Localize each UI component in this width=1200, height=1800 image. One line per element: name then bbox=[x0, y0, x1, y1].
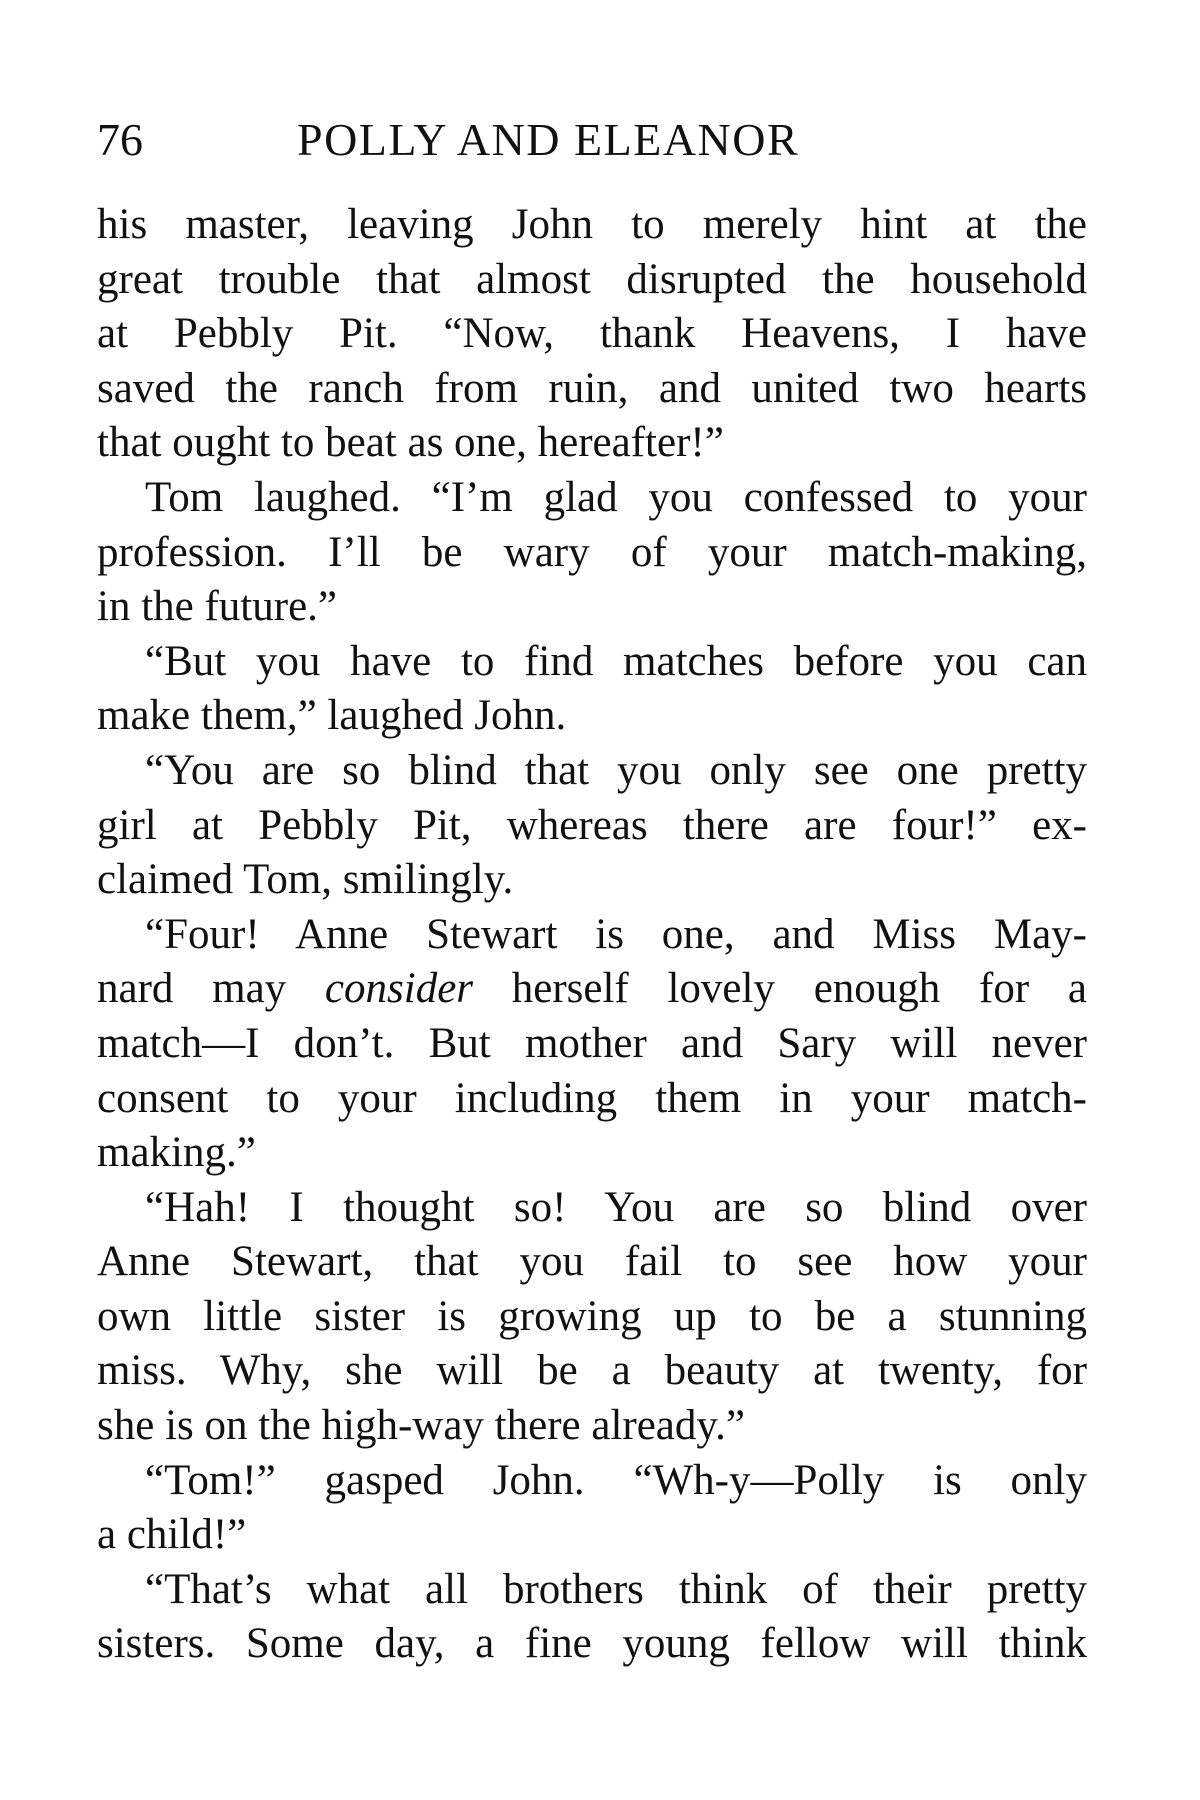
text-line: match—I don’t. But mother and Sary will never bbox=[97, 1019, 1087, 1067]
text-line: profession. I’ll be wary of your match-making, bbox=[97, 528, 1087, 576]
text-line: Anne Stewart, that you fail to see how your bbox=[97, 1238, 1087, 1286]
text-line: “You are so blind that you only see one pretty bbox=[145, 746, 1087, 794]
text-line: consent to your including them in your match- bbox=[97, 1074, 1087, 1122]
text-line: saved the ranch from ruin, and united two hearts bbox=[97, 364, 1087, 412]
emphasized-word: consider bbox=[324, 965, 474, 1013]
text-line: claimed Tom, smilingly. bbox=[97, 856, 514, 904]
text-line: miss. Why, she will be a beauty at twenty, for bbox=[97, 1347, 1087, 1395]
text-segment: herself lovely enough for a bbox=[473, 965, 1087, 1013]
text-line: “Hah! I thought so! You are so blind over bbox=[145, 1183, 1087, 1231]
text-line: sisters. Some day, a fine young fellow will think bbox=[97, 1620, 1087, 1668]
text-line: great trouble that almost disrupted the household bbox=[97, 255, 1087, 303]
text-line: “Four! Anne Stewart is one, and Miss May- bbox=[145, 910, 1087, 958]
text-line: “But you have to find matches before you can bbox=[145, 637, 1087, 685]
text-line: a child!” bbox=[97, 1511, 247, 1559]
text-line: in the future.” bbox=[97, 583, 337, 631]
text-line-with-emphasis bbox=[97, 962, 1087, 1017]
text-line: making.” bbox=[97, 1129, 256, 1177]
text-line: girl at Pebbly Pit, whereas there are four!” ex- bbox=[97, 801, 1087, 849]
text-line: “Tom!” gasped John. “Wh-y—Polly is only bbox=[145, 1456, 1087, 1504]
text-segment: nard may bbox=[97, 965, 325, 1013]
text-line: that ought to beat as one, hereafter!” bbox=[97, 419, 724, 467]
text-line: make them,” laughed John. bbox=[97, 692, 567, 740]
text-line: she is on the high-way there already.” bbox=[97, 1402, 745, 1450]
page-number: 76 bbox=[97, 114, 143, 165]
book-title: POLLY AND ELEANOR bbox=[297, 114, 800, 165]
text-line: his master, leaving John to merely hint at the bbox=[97, 201, 1087, 248]
text-line: own little sister is growing up to be a stunning bbox=[97, 1292, 1087, 1340]
text-line: at Pebbly Pit. “Now, thank Heavens, I have bbox=[97, 310, 1087, 358]
body-text bbox=[97, 198, 1087, 1672]
text-line: “That’s what all brothers think of their pretty bbox=[145, 1565, 1087, 1613]
text-line: Tom laughed. “I’m glad you confessed to your bbox=[145, 473, 1087, 521]
running-head bbox=[97, 110, 1087, 170]
